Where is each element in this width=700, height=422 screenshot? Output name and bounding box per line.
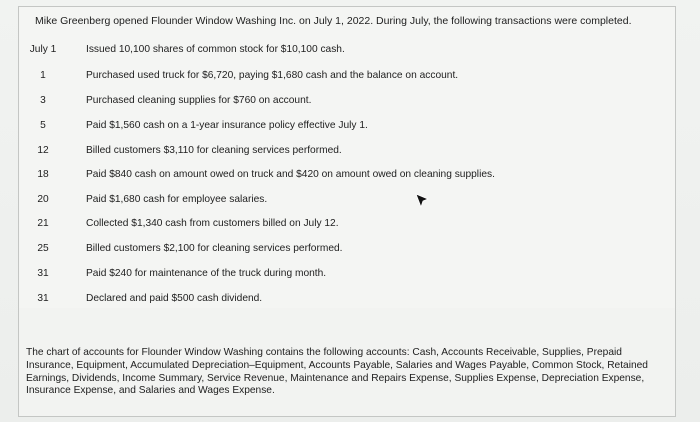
transaction-row [0, 194, 700, 208]
transaction-date: 5 [40, 120, 46, 131]
transaction-date: 21 [37, 218, 49, 229]
transaction-row [0, 268, 700, 282]
transaction-row [0, 44, 700, 58]
transaction-row [0, 145, 700, 159]
transaction-description: Declared and paid $500 cash dividend. [86, 293, 263, 304]
transaction-row [0, 293, 700, 307]
transaction-description: Paid $1,560 cash on a 1-year insurance policy effective July 1. [86, 120, 368, 131]
transaction-description: Paid $840 cash on amount owed on truck and $420 on amount owed on cleaning supplies. [86, 169, 495, 180]
transaction-date: 25 [37, 243, 49, 254]
transaction-date: July 1 [29, 44, 57, 55]
transaction-date: 1 [40, 70, 46, 81]
transaction-date: 12 [37, 145, 49, 156]
transaction-description: Billed customers $2,100 for cleaning services performed. [86, 243, 343, 254]
mouse-pointer-icon [414, 192, 430, 210]
transaction-row [0, 218, 700, 232]
transaction-date: 3 [40, 95, 46, 106]
transaction-row [0, 95, 700, 109]
transaction-row [0, 120, 700, 134]
transaction-description: Paid $240 for maintenance of the truck during month. [86, 268, 327, 279]
transaction-row [0, 243, 700, 257]
transaction-description: Collected $1,340 cash from customers billed on July 12. [86, 218, 339, 229]
transaction-description: Purchased used truck for $6,720, paying $1,680 cash and the balance on account. [86, 70, 459, 81]
transaction-date: 18 [37, 169, 49, 180]
transaction-date: 20 [37, 194, 49, 205]
transaction-date: 31 [37, 268, 49, 279]
transaction-description: Billed customers $3,110 for cleaning services performed. [86, 145, 342, 156]
problem-intro: Mike Greenberg opened Flounder Window Washing Inc. on July 1, 2022. During July, the following transactions were completed. [35, 15, 632, 27]
transaction-description: Paid $1,680 cash for employee salaries. [86, 194, 268, 205]
transaction-row [0, 169, 700, 183]
transaction-row [0, 70, 700, 84]
chart-of-accounts-text: The chart of accounts for Flounder Window Washing contains the following accounts: Cash, Accounts Receivable, Supplies, Prepaid Insurance, Equipment, Accumulated Depreciation–Equipment, Accounts Payable, Salaries and Wages Payable, Common Stock, Retained Earnings, Dividends, Income Summary, Service Revenue, Maintenance and Repairs Expense, Supplies Expense, Depreciation Expense, Insurance Expense, and Salaries and Wages Expense. [26, 347, 648, 397]
transaction-description: Purchased cleaning supplies for $760 on account. [86, 95, 312, 106]
transaction-description: Issued 10,100 shares of common stock for $10,100 cash. [86, 44, 345, 55]
transaction-date: 31 [37, 293, 49, 304]
